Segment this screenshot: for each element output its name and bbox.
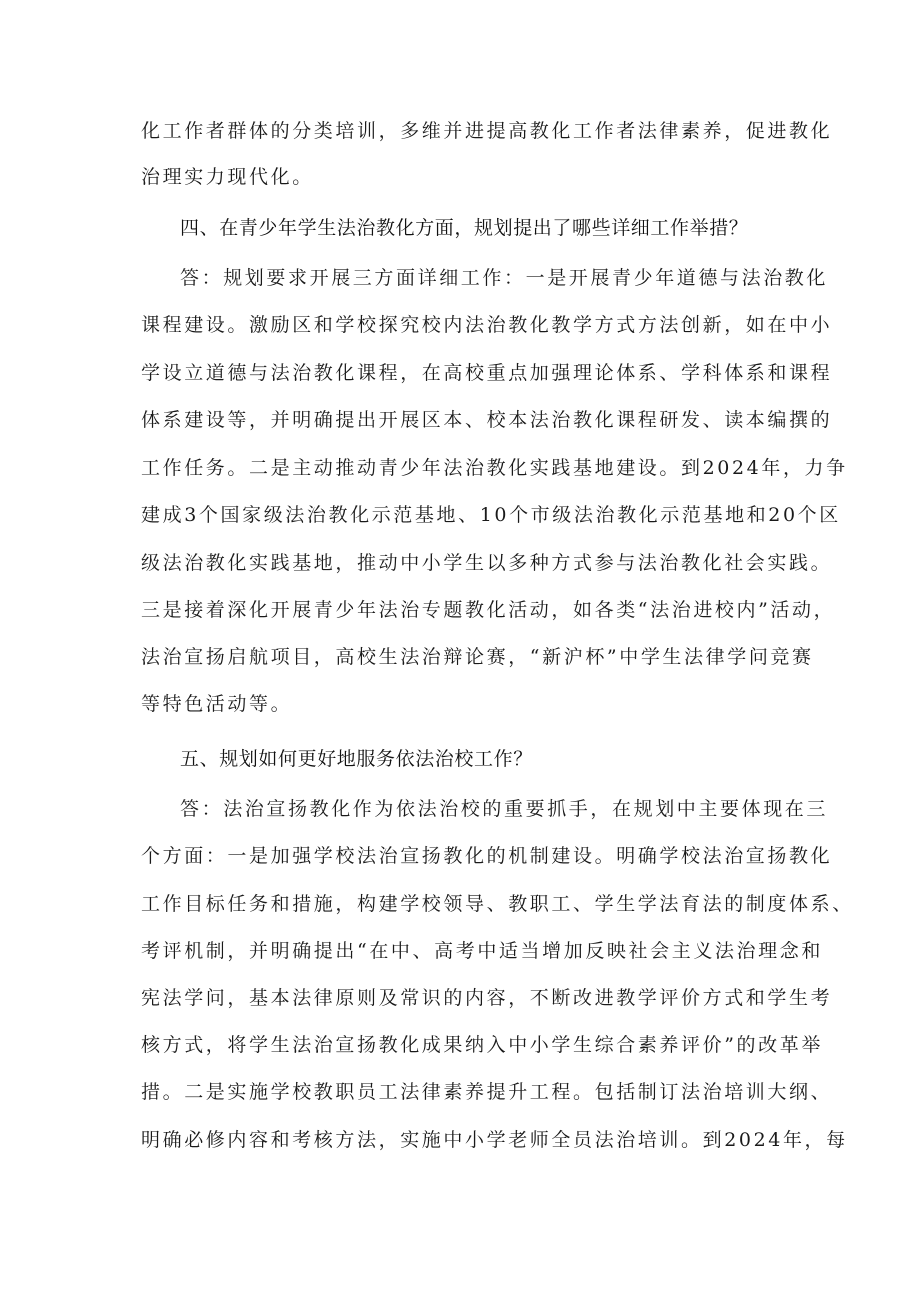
text-line: 核方式，将学生法治宣扬教化成果纳入中小学生综合素养评价”的改革举 [141,1034,823,1056]
text-line: 治理实力现代化。 [141,166,314,188]
text-line: 答：规划要求开展三方面详细工作：一是开展青少年道德与法治教化 [180,267,829,289]
text-line: 工作任务。二是主动推动青少年法治教化实践基地建设。到2024年，力争 [141,457,848,479]
text-line: 课程建设。激励区和学校探究校内法治教化教学方式方法创新，如在中小 [141,314,833,336]
text-line: 个方面：一是加强学校法治宣扬教化的机制建设。明确学校法治宣扬教化 [141,845,833,867]
text-line: 工作目标任务和措施，构建学校领导、教职工、学生学法育法的制度体系、 [141,893,854,915]
text-line: 化工作者群体的分类培训，多维并进提高教化工作者法律素养，促进教化 [141,120,833,142]
text-line: 法治宣扬启航项目，高校生法治辩论赛，“新沪杯”中学生法律学问竞赛 [141,646,814,668]
text-line: 学设立道德与法治教化课程，在高校重点加强理论体系、学科体系和课程 [141,362,833,384]
section-heading: 四、在青少年学生法治教化方面，规划提出了哪些详细工作举措？ [180,217,749,239]
text-line: 措。二是实施学校教职员工法律素养提升工程。包括制订法治培训大纲、 [141,1081,833,1103]
text-line: 建成3个国家级法治教化示范基地、10个市级法治教化示范基地和20个区 [141,504,841,526]
text-line: 明确必修内容和考核方法，实施中小学老师全员法治培训。到2024年，每 [141,1129,848,1151]
text-line: 等特色活动等。 [141,693,293,715]
text-line: 考评机制，并明确提出“在中、高考中适当增加反映社会主义法治理念和 [141,940,823,962]
text-line: 答：法治宣扬教化作为依法治校的重要抓手，在规划中主要体现在三 [180,798,829,820]
text-line: 三是接着深化开展青少年法治专题教化活动，如各类“法治进校内”活动， [141,599,836,621]
text-line: 级法治教化实践基地，推动中小学生以多种方式参与法治教化社会实践。 [141,552,833,574]
section-heading: 五、规划如何更好地服务依法治校工作？ [180,748,533,770]
text-line: 宪法学问，基本法律原则及常识的内容，不断改进教学评价方式和学生考 [141,987,833,1009]
text-line: 体系建设等，并明确提出开展区本、校本法治教化课程研发、读本编撰的 [141,409,833,431]
